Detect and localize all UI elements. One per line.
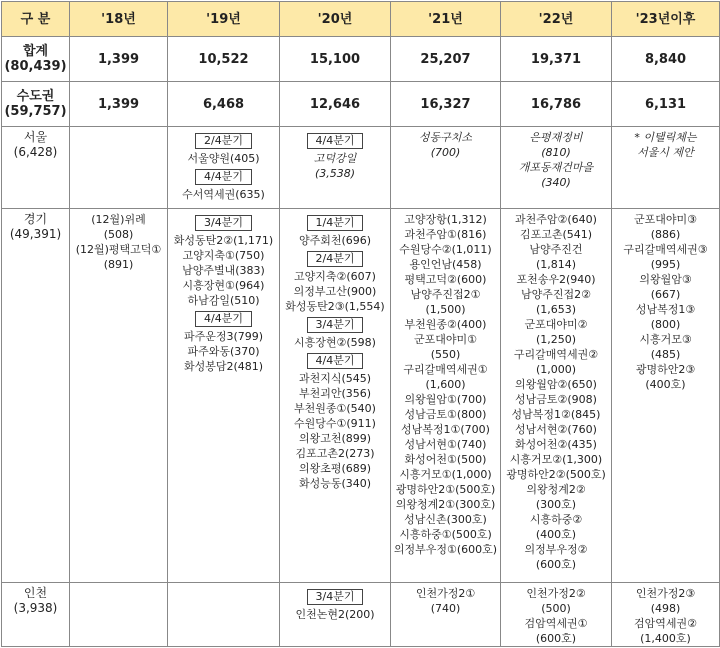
site-item: 군포대야미① (414, 333, 477, 346)
site-item: 의왕월암③ (639, 273, 692, 286)
site-item: 의왕초평(689) (298, 462, 372, 475)
site-item: 의왕청계2①(300호) (395, 498, 496, 511)
site-item: 시흥하중② (529, 513, 583, 526)
site-item: 시흥거모①(1,000) (399, 468, 492, 481)
site-item: (500) (541, 602, 571, 615)
site-item: 고양지축②(607) (294, 270, 376, 283)
incheon-23-cell (612, 583, 720, 647)
site-item: 광명하안2③ (635, 363, 696, 376)
site-item: 하남감일(510) (187, 294, 260, 307)
site-item: (667) (650, 288, 681, 301)
site-item: 평택고덕②(600) (404, 273, 487, 286)
metro-value: 1,399 (70, 82, 168, 127)
site-item: 인천가정2③ (635, 587, 696, 600)
italic-note: * 이탤릭체는 (634, 131, 697, 144)
quarter-badge: 2/4분기 (307, 251, 364, 267)
site-item: 화성봉담2(481) (183, 360, 264, 373)
metro-count: (59,757) (4, 104, 67, 119)
site-item: 남양주진접2② (521, 288, 591, 301)
quarter-badge: 4/4분기 (307, 133, 364, 149)
metro-value: 6,468 (168, 82, 280, 127)
site-item: 고덕강일 (313, 152, 357, 165)
gyeonggi-19-cell (168, 209, 280, 583)
total-value: 10,522 (168, 37, 280, 82)
site-item: (1,500) (425, 303, 466, 316)
site-item: 광명하안2①(500호) (395, 483, 496, 496)
site-item: 의왕고천(899) (298, 432, 372, 445)
site-item: 화성어천②(435) (515, 438, 597, 451)
quarter-badge: 1/4분기 (307, 215, 364, 231)
site-item: 양주회천(696) (298, 234, 372, 247)
incheon-20-cell (280, 583, 391, 647)
quarter-badge: 3/4분기 (195, 215, 252, 231)
site-item: 화성능동(340) (298, 477, 372, 490)
incheon-label: 인천 (23, 586, 48, 600)
gyeonggi-row (2, 209, 720, 583)
total-value: 25,207 (391, 37, 501, 82)
site-item: (1,600) (425, 378, 466, 391)
site-item: 인천가정2② (526, 587, 586, 600)
total-value: 1,399 (70, 37, 168, 82)
site-item: 의왕청계2② (526, 483, 586, 496)
site-item: 시흥하중①(500호) (399, 528, 492, 541)
site-item: 수원당수②(1,011) (399, 243, 492, 256)
site-item: 검암역세권① (524, 617, 588, 630)
site-item: 개포동재건마을 (518, 161, 594, 174)
incheon-row (2, 583, 720, 647)
site-item: 의왕월암①(700) (404, 393, 487, 406)
site-item: 성남복정1①(700) (401, 423, 490, 436)
gyeonggi-23-cell (612, 209, 720, 583)
site-item: (700) (430, 146, 461, 159)
quarter-badge: 4/4분기 (195, 311, 252, 327)
site-item: 성남복정1②(845) (511, 408, 601, 421)
metro-value: 16,327 (391, 82, 501, 127)
site-item: 광명하안2②(500호) (506, 468, 606, 481)
site-item: 부천원종①(540) (294, 402, 376, 415)
seoul-count: (6,428) (13, 145, 58, 159)
site-item: (12월)위례 (91, 213, 146, 226)
site-item: 김포고촌(541) (519, 228, 593, 241)
site-item: (1,814) (535, 258, 577, 271)
total-label-cell (2, 37, 70, 82)
header-row (2, 2, 720, 37)
metro-label-cell (2, 82, 70, 127)
site-item: 남양주별내(383) (182, 264, 265, 277)
site-item: 화성동탄2③(1,554) (285, 300, 385, 313)
site-item: (400호) (645, 378, 686, 391)
site-item: (485) (650, 348, 681, 361)
site-item: 과천주암②(640) (515, 213, 597, 226)
site-item: 구리갈매역세권② (513, 348, 599, 361)
site-item: 김포고촌2(273) (295, 447, 375, 460)
seoul-18-cell (70, 127, 168, 209)
incheon-count: (3,938) (13, 601, 58, 615)
incheon-19-cell (168, 583, 280, 647)
header-year-23: '23년이후 (612, 2, 720, 37)
total-row (2, 37, 720, 82)
site-item: (1,653) (535, 303, 577, 316)
site-item: (340) (541, 176, 571, 189)
site-item: 성남서현①(740) (404, 438, 487, 451)
site-item: 과천지식(545) (298, 372, 372, 385)
gyeonggi-count: (49,391) (9, 227, 62, 241)
header-year-21: '21년 (391, 2, 501, 37)
site-item: 포천송우2(940) (516, 273, 596, 286)
site-item: 화성동탄2②(1,171) (173, 234, 274, 247)
header-year-22: '22년 (501, 2, 612, 37)
total-label: 합계 (22, 44, 49, 59)
site-item: 인천논현2(200) (295, 608, 375, 621)
incheon-18-cell (70, 583, 168, 647)
site-item: (891) (103, 258, 134, 271)
header-year-19: '19년 (168, 2, 280, 37)
site-item: (886) (650, 228, 681, 241)
gyeonggi-21-cell (391, 209, 501, 583)
site-item: (810) (541, 146, 571, 159)
seoul-22-cell (501, 127, 612, 209)
total-count: (80,439) (4, 59, 67, 74)
site-item: 구리갈매역세권③ (623, 243, 708, 256)
gyeonggi-label-cell (2, 209, 70, 583)
site-item: 의왕월암②(650) (515, 378, 597, 391)
metro-value: 16,786 (501, 82, 612, 127)
site-item: 의정부고산(900) (293, 285, 377, 298)
gyeonggi-20-cell (280, 209, 391, 583)
quarter-badge: 4/4분기 (195, 169, 252, 185)
site-item: 부천괴안(356) (298, 387, 372, 400)
site-item: 화성어천①(500) (404, 453, 487, 466)
site-item: 군포대야미③ (634, 213, 697, 226)
site-item: 용인언남(458) (409, 258, 482, 271)
site-item: (3,538) (314, 167, 356, 180)
incheon-label-cell (2, 583, 70, 647)
site-item: 남양주진건 (529, 243, 583, 256)
site-item: (1,400호) (640, 632, 691, 645)
site-item: 성남서현②(760) (515, 423, 597, 436)
total-value: 8,840 (612, 37, 720, 82)
header-year-20: '20년 (280, 2, 391, 37)
site-item: 인천가정2① (415, 587, 476, 600)
seoul-20-cell (280, 127, 391, 209)
quarter-badge: 3/4분기 (307, 317, 364, 333)
metro-value: 6,131 (612, 82, 720, 127)
incheon-22-cell (501, 583, 612, 647)
italic-note: 서울시 제안 (637, 146, 694, 159)
site-item: (995) (650, 258, 681, 271)
seoul-label-cell (2, 127, 70, 209)
total-value: 15,100 (280, 37, 391, 82)
site-item: 수원당수①(911) (294, 417, 376, 430)
site-item: (12월)평택고덕① (75, 243, 162, 256)
seoul-21-cell (391, 127, 501, 209)
site-item: 파주운정3(799) (183, 330, 264, 343)
incheon-21-cell (391, 583, 501, 647)
site-item: 고양지축①(750) (182, 249, 265, 262)
site-item: 은평재정비 (529, 131, 583, 144)
site-item: 시흥장현①(964) (182, 279, 265, 292)
site-item: (1,000) (535, 363, 577, 376)
metro-value: 12,646 (280, 82, 391, 127)
site-item: 파주와동(370) (187, 345, 260, 358)
total-value: 19,371 (501, 37, 612, 82)
site-item: (600호) (535, 558, 577, 571)
site-item: 의정부우정①(600호) (393, 543, 498, 556)
site-item: 성남금토①(800) (404, 408, 487, 421)
seoul-19-cell (168, 127, 280, 209)
quarter-badge: 3/4분기 (307, 589, 364, 605)
site-item: (498) (650, 602, 681, 615)
header-year-18: '18년 (70, 2, 168, 37)
site-item: 성남복정1③ (635, 303, 696, 316)
site-item: 고양장항(1,312) (404, 213, 487, 226)
site-item: 시흥장현②(598) (294, 336, 376, 349)
site-item: 구리갈매역세권① (403, 363, 488, 376)
site-item: (800) (650, 318, 681, 331)
site-item: 성남금토②(908) (515, 393, 597, 406)
site-item: (400호) (535, 528, 577, 541)
site-item: 의정부우정② (524, 543, 588, 556)
quarter-badge: 2/4분기 (195, 133, 252, 149)
site-item: 남양주진접2① (410, 288, 481, 301)
seoul-row (2, 127, 720, 209)
site-item: (550) (430, 348, 461, 361)
site-item: 시흥거모③ (639, 333, 692, 346)
quarter-badge: 4/4분기 (307, 353, 364, 369)
site-item: 검암역세권② (634, 617, 697, 630)
site-item: 성동구치소 (418, 131, 473, 144)
site-item: 수서역세권(635) (182, 188, 265, 201)
site-item: 시흥거모②(1,300) (509, 453, 603, 466)
header-category: 구 분 (2, 2, 70, 37)
gyeonggi-22-cell (501, 209, 612, 583)
gyeonggi-label: 경기 (23, 212, 48, 226)
site-item: 서울양원(405) (187, 152, 260, 165)
site-item: 과천주암①(816) (404, 228, 487, 241)
site-item: (600호) (535, 632, 577, 645)
metro-row (2, 82, 720, 127)
housing-supply-table (1, 1, 720, 647)
seoul-23-cell (612, 127, 720, 209)
site-item: (300호) (535, 498, 577, 511)
metro-label: 수도권 (16, 89, 55, 104)
site-item: 성남신촌(300호) (404, 513, 487, 526)
site-item: (740) (430, 602, 461, 615)
site-item: 군포대야미② (524, 318, 588, 331)
site-item: (508) (103, 228, 134, 241)
site-item: 부천원종②(400) (404, 318, 487, 331)
gyeonggi-18-cell (70, 209, 168, 583)
site-item: (1,250) (535, 333, 577, 346)
seoul-label: 서울 (23, 130, 48, 144)
